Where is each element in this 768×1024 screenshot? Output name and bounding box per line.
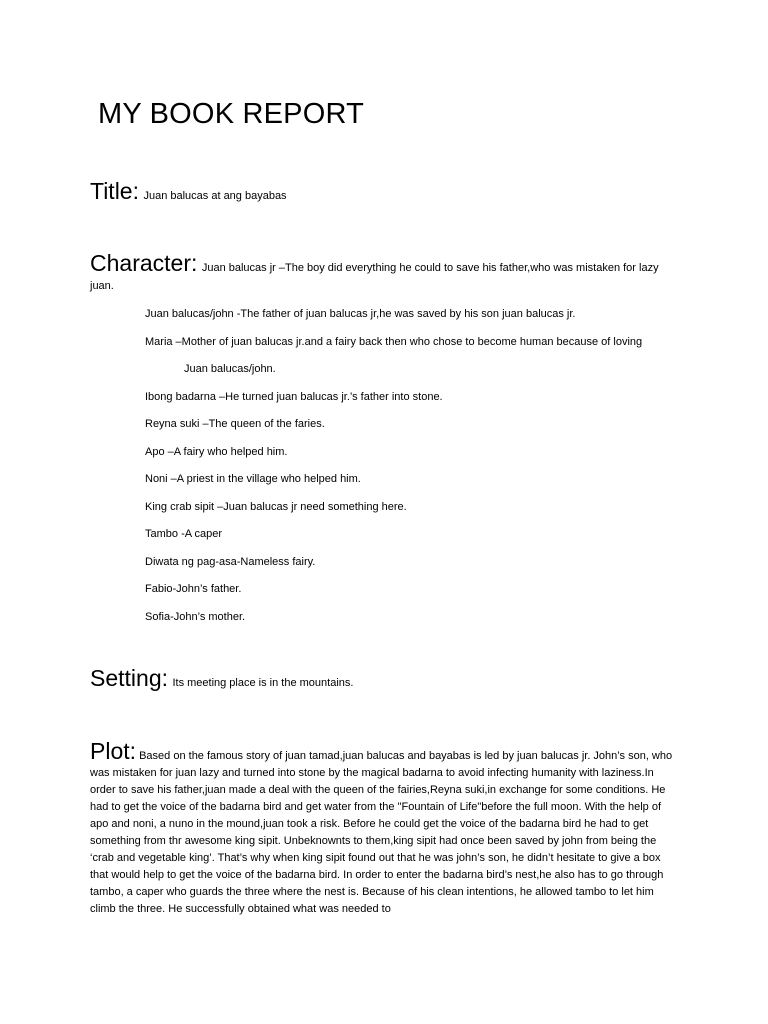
plot-text: Based on the famous story of juan tamad,juan balucas and bayabas is led by juan balucas jr. John’s son, who was mistaken for juan lazy and turned into stone by the magical badarna to avoid infecting humanity with laziness.In order to save his father,juan made a deal with the queen of the fairies,Reyna suki,in exchange for some conditions. He had to get the voice of the badarna bird and get water from the "Fountain of Life"before the full moon. With the help of apo and noni, a nuno in the mound,juan took a risk. Before he could get the voice of the badarna bird he had to get something from thr awesome king sipit. Unbeknownts to them,king sipit had once been saved by john from being the ‘crab and vegetable king’. That’s why when king sipit found out that he was john’s son, he didn’t hesitate to give a box that would help to get the voice of the badarna bird. In order to enter the badarna bird’s nest,he also has to go through tambo, a caper who guards the three where the nest is. Because of his clean intentions, he allowed tambo to let him climb the three. He successfully obtained what was needed to [90,750,673,915]
character-item: Apo –A fairy who helped him. [145,445,288,458]
character-item: Ibong badarna –He turned juan balucas jr.’s father into stone. [145,390,443,403]
character-item: Maria –Mother of juan balucas jr.and a fairy back then who chose to become human because of loving [145,335,643,348]
page-title: MY BOOK REPORT [98,98,365,130]
title-value: Juan balucas at ang bayabas [143,190,287,202]
title-heading: Title: [90,178,139,204]
plot-section [90,740,680,918]
character-item: King crab sipit –Juan balucas jr need something here. [145,500,407,513]
character-item: Juan balucas/john -The father of juan balucas jr,he was saved by his son juan balucas jr. [145,308,576,320]
setting-heading: Setting: [90,665,168,691]
character-list [145,306,642,625]
character-item: Fabio-John’s father. [145,583,242,595]
plot-heading: Plot: [90,738,137,764]
character-section [90,250,659,277]
character-item: Diwata ng pag-asa-Nameless fairy. [145,555,316,568]
setting-section [90,665,353,692]
title-section [90,178,287,205]
character-item: Juan balucas/john. [184,363,276,375]
character-heading: Character: [90,250,198,276]
character-intro-continued: juan. [90,280,114,292]
character-intro: Juan balucas jr –The boy did everything he could to save his father,who was mistaken for lazy [201,262,659,274]
character-item: Tambo -A caper [145,528,223,540]
character-item: Sofia-John’s mother. [145,610,246,623]
character-item: Reyna suki –The queen of the faries. [145,418,325,430]
character-item: Noni –A priest in the village who helped him. [145,473,361,485]
setting-value: Its meeting place is in the mountains. [172,677,354,689]
